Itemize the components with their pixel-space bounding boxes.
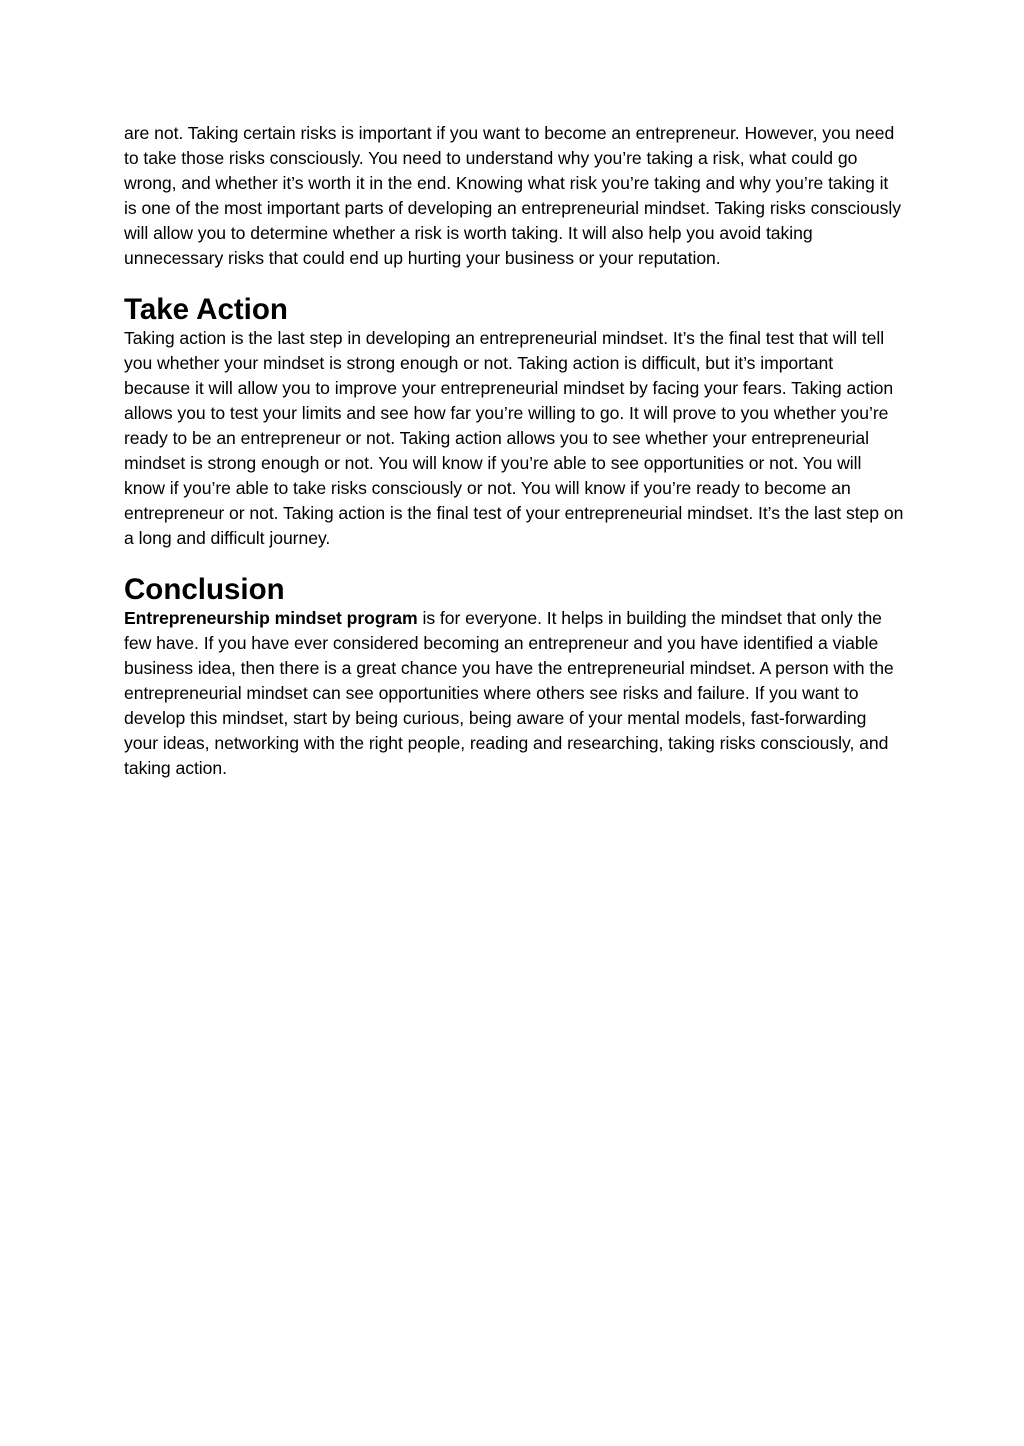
- conclusion-heading: Conclusion: [124, 573, 285, 606]
- conclusion-bold-lead: Entrepreneurship mindset program: [124, 608, 418, 628]
- conclusion-text: is for everyone. It helps in building the mindset that only the few have. If you have ever considered becoming an entrepreneur and you have identified a viable business idea, then there is a great chance you have the entrepreneurial mindset. A person with the entrepreneurial mindset can see opportunities where others see risks and failure. If you want to develop this mindset, start by being curious, being aware of your mental models, fast-forwarding your ideas, networking with the right people, reading and researching, taking risks consciously, and taking action.: [124, 608, 894, 778]
- document-page: [124, 121, 904, 781]
- conclusion-section: [124, 573, 904, 781]
- conclusion-paragraph: [124, 606, 904, 781]
- take-action-paragraph: Taking action is the last step in developing an entrepreneurial mindset. It’s the final test that will tell you whether your mindset is strong enough or not. Taking action is difficult, but it’s important because it will allow you to improve your entrepreneurial mindset by facing your fears. Taking action allows you to test your limits and see how far you’re willing to go. It will prove to you whether you’re ready to be an entrepreneur or not. Taking action allows you to see whether your entrepreneurial mindset is strong enough or not. You will know if you’re able to see opportunities or not. You will know if you’re able to take risks consciously or not. You will know if you’re ready to become an entrepreneur or not. Taking action is the final test of your entrepreneurial mindset. It’s the last step on a long and difficult journey.: [124, 328, 904, 548]
- take-action-section: [124, 293, 904, 551]
- intro-paragraph: are not. Taking certain risks is important if you want to become an entrepreneur. However, you need to take those risks consciously. You need to understand why you’re taking a risk, what could go wrong, and whether it’s worth it in the end. Knowing what risk you’re taking and why you’re taking it is one of the most important parts of developing an entrepreneurial mindset. Taking risks consciously will allow you to determine whether a risk is worth taking. It will also help you avoid taking unnecessary risks that could end up hurting your business or your reputation.: [124, 123, 901, 268]
- take-action-heading: Take Action: [124, 293, 288, 326]
